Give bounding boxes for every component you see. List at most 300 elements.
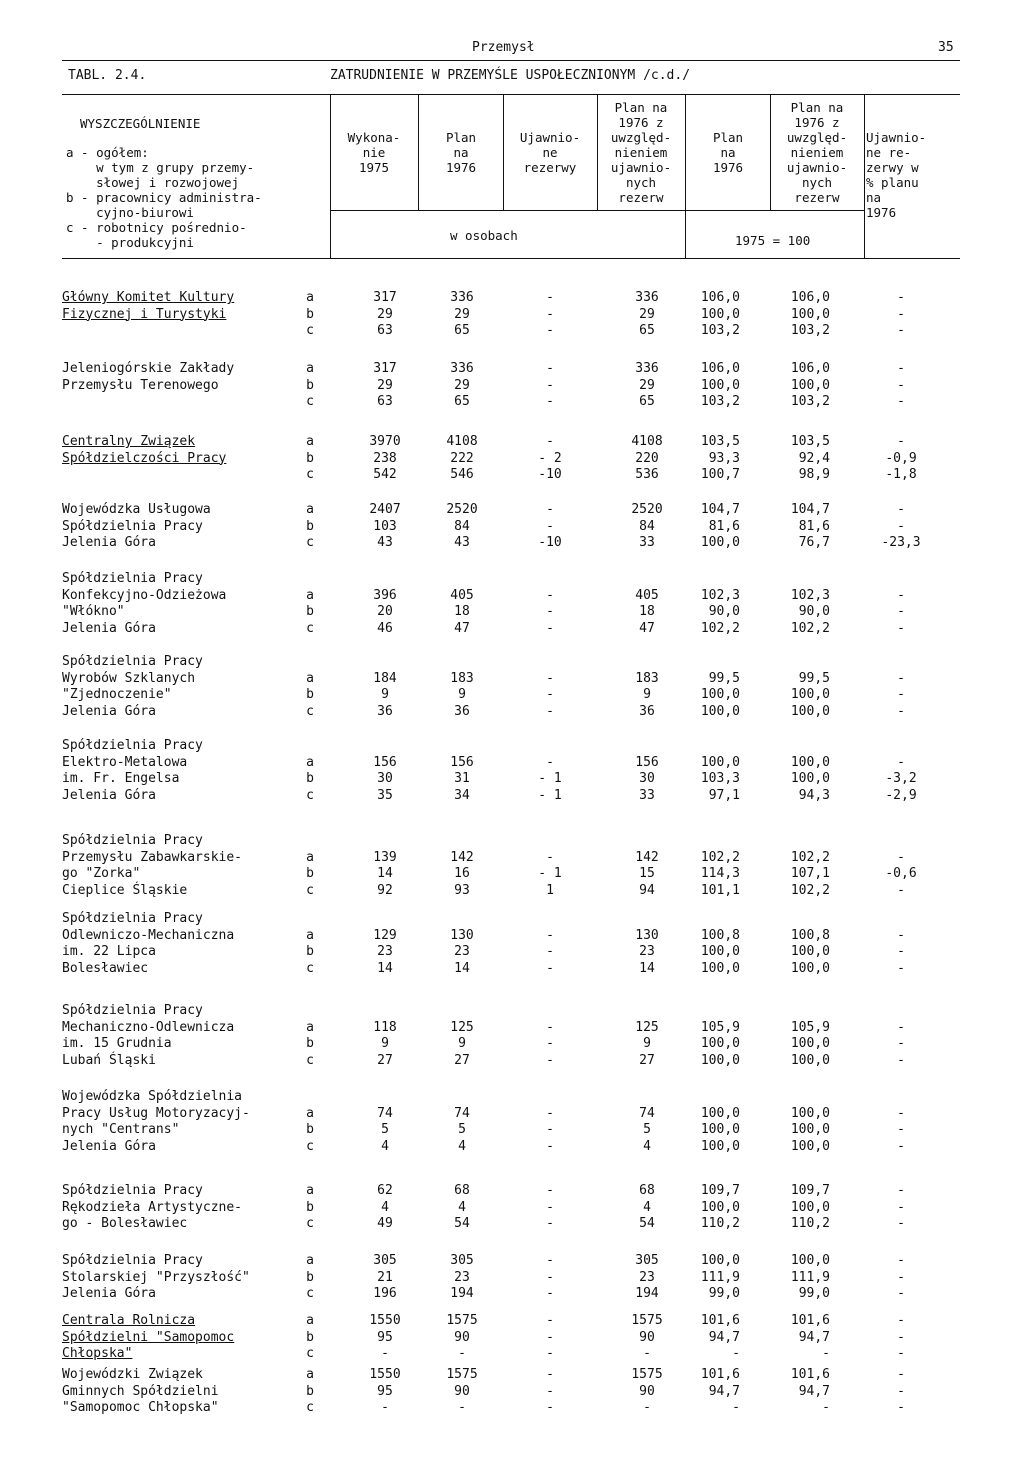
value-revealed-reserves: -	[546, 502, 554, 517]
value-index-plan-with-reserves: 105,9	[790, 1019, 830, 1035]
record-name-line: Cieplice Śląskie	[62, 882, 188, 898]
row-symbol: c	[306, 323, 314, 338]
row-symbol: c	[306, 1138, 314, 1154]
value-reserves-percent: -	[897, 434, 905, 449]
record-name-line: Jelenia Góra	[62, 535, 156, 550]
row-symbol: b	[306, 377, 314, 393]
table-row	[0, 1330, 1024, 1347]
value-index-plan: 100,0	[700, 1052, 740, 1068]
value-plan-1976: 65	[454, 394, 470, 409]
value-plan-with-reserves: 130	[635, 927, 659, 943]
value-index-plan-with-reserves: 100,0	[790, 703, 830, 719]
record-name-line: Jelenia Góra	[62, 703, 156, 719]
value-plan-with-reserves: 23	[639, 1269, 655, 1285]
row-symbol: a	[306, 1183, 314, 1198]
value-revealed-reserves: -	[546, 927, 554, 943]
record-name-line: Spółdzielnia Pracy	[62, 1253, 203, 1268]
value-index-plan: 114,3	[700, 866, 740, 881]
stub-heading	[66, 116, 336, 250]
value-revealed-reserves: -	[546, 361, 554, 376]
table-row	[0, 588, 1024, 605]
record-name-line: Odlewniczo-Mechaniczna	[62, 927, 235, 943]
value-index-plan: -	[732, 1346, 740, 1361]
value-index-plan: 100,0	[700, 944, 740, 959]
value-index-plan-with-reserves: 106,0	[790, 290, 830, 305]
table-row	[0, 1122, 1024, 1139]
table-record	[0, 1253, 1024, 1305]
value-index-plan-with-reserves: 100,0	[790, 306, 830, 322]
value-index-plan-with-reserves: 100,0	[790, 960, 830, 976]
value-plan-with-reserves: 4	[643, 1199, 651, 1215]
value-revealed-reserves: -	[546, 849, 554, 865]
value-realization-1975: 74	[377, 1105, 393, 1121]
row-symbol: c	[306, 1400, 314, 1415]
value-revealed-reserves: -	[546, 1105, 554, 1121]
value-index-plan-with-reserves: 100,0	[790, 944, 830, 959]
value-plan-with-reserves: 30	[639, 771, 655, 786]
value-plan-1976: 29	[454, 377, 470, 393]
table-row	[0, 378, 1024, 395]
row-symbol: b	[306, 1383, 314, 1399]
value-plan-with-reserves: 405	[635, 587, 659, 603]
column-header-plan-with-reserves-index: Plan na 1976 z uwzględ- nieniem ujawnio- nych rezerw	[786, 100, 848, 205]
value-revealed-reserves: -	[546, 1019, 554, 1035]
value-plan-with-reserves: -	[643, 1346, 651, 1361]
table-row	[0, 928, 1024, 945]
value-plan-1976: 93	[454, 882, 470, 898]
table-row	[0, 394, 1024, 411]
row-symbol: c	[306, 1052, 314, 1068]
stub-line: c - robotnicy pośrednio-	[66, 220, 247, 235]
table-row	[0, 961, 1024, 978]
value-plan-1976: 84	[454, 518, 470, 534]
value-index-plan-with-reserves: 100,0	[790, 687, 830, 702]
value-plan-with-reserves: 65	[639, 323, 655, 338]
row-symbol: c	[306, 620, 314, 636]
value-plan-1976: 4108	[446, 434, 478, 449]
value-index-plan-with-reserves: 99,0	[798, 1286, 830, 1301]
value-plan-with-reserves: 336	[635, 290, 659, 305]
value-realization-1975: 396	[373, 587, 397, 603]
row-symbol: a	[306, 1313, 314, 1328]
header-divider	[864, 94, 865, 258]
value-plan-with-reserves: 220	[635, 450, 659, 466]
table-record	[0, 833, 1024, 898]
value-realization-1975: 92	[377, 882, 393, 898]
row-symbol: a	[306, 670, 314, 686]
value-revealed-reserves: -	[546, 1052, 554, 1068]
value-index-plan: 103,2	[700, 394, 740, 409]
value-index-plan: 111,9	[700, 1269, 740, 1285]
value-plan-1976: 31	[454, 771, 470, 786]
value-realization-1975: 1550	[369, 1367, 401, 1382]
top-rule	[62, 60, 960, 61]
value-reserves-percent: -	[897, 502, 905, 517]
value-index-plan-with-reserves: 100,0	[790, 1036, 830, 1051]
record-name-line: Spółdzielnia Pracy	[62, 571, 203, 586]
value-reserves-percent: -	[897, 1346, 905, 1361]
value-plan-with-reserves: 536	[635, 467, 659, 482]
row-symbol: a	[306, 754, 314, 770]
value-index-plan-with-reserves: 100,0	[790, 1253, 830, 1268]
value-revealed-reserves: -	[546, 670, 554, 686]
value-plan-1976: 125	[450, 1019, 474, 1035]
value-revealed-reserves: 1	[546, 882, 554, 898]
running-header: Przemysł	[472, 40, 535, 55]
value-revealed-reserves: -	[546, 1383, 554, 1399]
value-plan-with-reserves: 29	[639, 377, 655, 393]
table-title: ZATRUDNIENIE W PRZEMYŚLE USPOŁECZNIONYM /c.d./	[330, 68, 691, 83]
value-revealed-reserves: - 2	[538, 450, 562, 466]
value-reserves-percent: -	[897, 927, 905, 943]
row-symbol: b	[306, 1199, 314, 1215]
value-plan-1976: 23	[454, 944, 470, 959]
value-reserves-percent: -	[897, 670, 905, 686]
table-row	[0, 434, 1024, 451]
value-index-plan: 90,0	[708, 604, 740, 619]
value-plan-1976: 43	[454, 535, 470, 550]
value-plan-1976: 36	[454, 703, 470, 719]
record-name-line: Centrala Rolnicza	[62, 1313, 196, 1328]
value-plan-1976: 68	[454, 1183, 470, 1198]
table-row	[0, 771, 1024, 788]
value-index-plan-with-reserves: 102,2	[790, 849, 830, 865]
value-index-plan: 100,8	[700, 927, 740, 943]
value-reserves-percent: -	[897, 1122, 905, 1137]
value-plan-with-reserves: 36	[639, 703, 655, 719]
value-plan-1976: 34	[454, 787, 470, 803]
value-plan-with-reserves: 9	[643, 1036, 651, 1051]
value-plan-1976: 336	[450, 290, 474, 305]
unit-persons: w osobach	[450, 228, 518, 243]
record-name-line: Stolarskiej "Przyszłość"	[62, 1269, 250, 1285]
value-revealed-reserves: -	[546, 1036, 554, 1051]
value-plan-with-reserves: 125	[635, 1019, 659, 1035]
value-plan-with-reserves: 1575	[631, 1313, 663, 1328]
table-row	[0, 1020, 1024, 1037]
value-revealed-reserves: -	[546, 1346, 554, 1361]
value-index-plan: 101,1	[700, 882, 740, 898]
value-index-plan: 99,5	[708, 670, 740, 686]
value-index-plan: 94,7	[708, 1383, 740, 1399]
value-index-plan: 100,0	[700, 1138, 740, 1154]
row-symbol: c	[306, 1216, 314, 1231]
table-record	[0, 434, 1024, 486]
value-index-plan-with-reserves: 100,0	[790, 377, 830, 393]
value-plan-1976: 130	[450, 927, 474, 943]
record-name-line: Jeleniogórskie Zakłady	[62, 361, 235, 376]
value-index-plan: 100,0	[700, 687, 740, 702]
value-realization-1975: 3970	[369, 434, 401, 449]
value-revealed-reserves: -	[546, 394, 554, 409]
value-index-plan: 103,5	[700, 434, 740, 449]
value-plan-with-reserves: 2520	[631, 502, 663, 517]
row-symbol: a	[306, 927, 314, 943]
table-row	[0, 1053, 1024, 1070]
value-index-plan: 100,0	[700, 1253, 740, 1268]
value-reserves-percent: -0,6	[885, 866, 917, 881]
value-realization-1975: 2407	[369, 502, 401, 517]
column-header-realization-1975: Wykona- nie 1975	[347, 130, 401, 175]
row-symbol: a	[306, 587, 314, 603]
value-realization-1975: 118	[373, 1019, 397, 1035]
record-name-line: Spółdzielnia Pracy	[62, 1003, 203, 1018]
value-plan-with-reserves: 4108	[631, 434, 663, 449]
record-name-line: Gminnych Spółdzielni	[62, 1383, 219, 1399]
record-name-line: Spółdzielnia Pracy	[62, 738, 203, 753]
value-plan-with-reserves: 84	[639, 518, 655, 534]
table-row	[0, 944, 1024, 961]
record-name-line: Pracy Usług Motoryzacyj-	[62, 1105, 250, 1121]
value-realization-1975: 23	[377, 944, 393, 959]
value-realization-1975: 238	[373, 450, 397, 466]
value-plan-with-reserves: 18	[639, 604, 655, 619]
value-index-plan-with-reserves: 102,2	[790, 882, 830, 898]
value-realization-1975: 27	[377, 1052, 393, 1068]
value-index-plan-with-reserves: 90,0	[798, 604, 830, 619]
value-index-plan-with-reserves: 100,0	[790, 1199, 830, 1215]
record-name-line: Spółdzielczości Pracy	[62, 450, 227, 466]
value-index-plan-with-reserves: 100,0	[790, 771, 830, 786]
value-reserves-percent: -	[897, 849, 905, 865]
table-record	[0, 1003, 1024, 1068]
value-plan-1976: 29	[454, 306, 470, 322]
value-index-plan: 101,6	[700, 1313, 740, 1328]
value-revealed-reserves: -	[546, 377, 554, 393]
row-symbol: c	[306, 1346, 314, 1361]
table-record	[0, 1313, 1024, 1365]
table-row	[0, 1200, 1024, 1217]
value-index-plan-with-reserves: 103,2	[790, 394, 830, 409]
value-reserves-percent: -	[897, 361, 905, 376]
value-reserves-percent: -	[897, 1199, 905, 1215]
value-revealed-reserves: -	[546, 1199, 554, 1215]
value-plan-1976: 194	[450, 1286, 474, 1301]
row-symbol: c	[306, 882, 314, 898]
header-top-rule	[62, 94, 960, 95]
value-realization-1975: 49	[377, 1216, 393, 1231]
value-revealed-reserves: - 1	[538, 866, 562, 881]
table-row	[0, 755, 1024, 772]
value-plan-1976: 47	[454, 620, 470, 636]
stub-line: b - pracownicy administra-	[66, 190, 262, 205]
value-reserves-percent: -	[897, 1036, 905, 1051]
record-name-line: Mechaniczno-Odlewnicza	[62, 1019, 235, 1035]
value-revealed-reserves: -	[546, 944, 554, 959]
value-plan-with-reserves: 5	[643, 1122, 651, 1137]
record-name-line: "Zjednoczenie"	[62, 687, 172, 702]
value-revealed-reserves: - 1	[538, 787, 562, 803]
value-revealed-reserves: -	[546, 306, 554, 322]
value-revealed-reserves: -	[546, 1122, 554, 1137]
value-realization-1975: 156	[373, 754, 397, 770]
table-row	[0, 1286, 1024, 1303]
value-index-plan: 100,0	[700, 1199, 740, 1215]
table-row	[0, 307, 1024, 324]
value-index-plan-with-reserves: 103,2	[790, 323, 830, 338]
value-reserves-percent: -	[897, 1216, 905, 1231]
value-realization-1975: -	[381, 1400, 389, 1415]
value-plan-1976: 4	[458, 1199, 466, 1215]
value-plan-1976: 546	[450, 467, 474, 482]
value-realization-1975: 20	[377, 604, 393, 619]
value-plan-with-reserves: 156	[635, 754, 659, 770]
value-reserves-percent: -	[897, 944, 905, 959]
record-name-line: Spółdzielnia Pracy	[62, 833, 203, 848]
value-realization-1975: 30	[377, 771, 393, 786]
value-realization-1975: 63	[377, 394, 393, 409]
value-index-plan-with-reserves: -	[822, 1346, 830, 1361]
table-row	[0, 1139, 1024, 1156]
value-revealed-reserves: -	[546, 1183, 554, 1198]
value-reserves-percent: -	[897, 1105, 905, 1121]
row-symbol: c	[306, 960, 314, 976]
value-index-plan: 104,7	[700, 502, 740, 517]
record-name-line: Jelenia Góra	[62, 1286, 156, 1301]
value-revealed-reserves: -	[546, 1367, 554, 1382]
value-index-plan-with-reserves: 100,0	[790, 754, 830, 770]
value-index-plan: 105,9	[700, 1019, 740, 1035]
row-symbol: c	[306, 467, 314, 482]
value-realization-1975: 36	[377, 703, 393, 719]
value-plan-1976: 156	[450, 754, 474, 770]
value-plan-with-reserves: 74	[639, 1105, 655, 1121]
value-index-plan-with-reserves: 109,7	[790, 1183, 830, 1198]
table-row	[0, 361, 1024, 378]
value-revealed-reserves: -	[546, 703, 554, 719]
value-index-plan: 100,0	[700, 377, 740, 393]
column-header-reserves-percent: Ujawnio- ne re- zerwy w % planu na 1976	[866, 130, 927, 220]
value-plan-1976: -	[458, 1400, 466, 1415]
value-realization-1975: -	[381, 1346, 389, 1361]
value-realization-1975: 129	[373, 927, 397, 943]
value-plan-with-reserves: 33	[639, 535, 655, 550]
value-revealed-reserves: -	[546, 323, 554, 338]
row-symbol: a	[306, 1019, 314, 1035]
table-row	[0, 535, 1024, 552]
record-name-line: Wojewódzka Usługowa	[62, 502, 211, 517]
value-plan-1976: 27	[454, 1052, 470, 1068]
value-reserves-percent: -	[897, 604, 905, 619]
table-row	[0, 883, 1024, 900]
row-symbol: b	[306, 1329, 314, 1345]
value-plan-with-reserves: 183	[635, 670, 659, 686]
value-realization-1975: 35	[377, 787, 393, 803]
value-reserves-percent: -	[897, 587, 905, 603]
record-name-line: Przemysłu Terenowego	[62, 377, 219, 393]
record-name-line: Elektro-Metalowa	[62, 754, 188, 770]
record-name-line: im. 15 Grudnia	[62, 1036, 172, 1051]
value-plan-with-reserves: 29	[639, 306, 655, 322]
record-name-line: Centralny Związek	[62, 434, 196, 449]
value-reserves-percent: -0,9	[885, 450, 917, 466]
table-row	[0, 604, 1024, 621]
value-realization-1975: 139	[373, 849, 397, 865]
value-index-plan: 100,0	[700, 754, 740, 770]
value-plan-1976: 74	[454, 1105, 470, 1121]
value-realization-1975: 1550	[369, 1313, 401, 1328]
row-symbol: a	[306, 434, 314, 449]
value-revealed-reserves: -	[546, 620, 554, 636]
table-row	[0, 451, 1024, 468]
record-name-line: Konfekcyjno-Odzieżowa	[62, 587, 227, 603]
table-row	[0, 290, 1024, 307]
value-index-plan-with-reserves: 106,0	[790, 361, 830, 376]
value-reserves-percent: -	[897, 1253, 905, 1268]
value-realization-1975: 21	[377, 1269, 393, 1285]
row-symbol: b	[306, 687, 314, 702]
value-reserves-percent: -	[897, 687, 905, 702]
value-index-plan-with-reserves: -	[822, 1400, 830, 1415]
column-header-plan-1976-index: Plan na 1976	[712, 130, 744, 175]
record-name-line: go "Zorka"	[62, 866, 141, 881]
table-record	[0, 502, 1024, 554]
value-realization-1975: 4	[381, 1199, 389, 1215]
value-index-plan-with-reserves: 100,0	[790, 1105, 830, 1121]
value-plan-1976: 142	[450, 849, 474, 865]
value-plan-1976: 1575	[446, 1313, 478, 1328]
table-row	[0, 866, 1024, 883]
value-index-plan-with-reserves: 111,9	[790, 1269, 830, 1285]
value-reserves-percent: -	[897, 703, 905, 719]
value-realization-1975: 46	[377, 620, 393, 636]
value-realization-1975: 29	[377, 306, 393, 322]
record-name-line: Przemysłu Zabawkarskie-	[62, 849, 243, 865]
value-index-plan-with-reserves: 100,0	[790, 1138, 830, 1154]
value-realization-1975: 29	[377, 377, 393, 393]
value-reserves-percent: -	[897, 1183, 905, 1198]
value-plan-with-reserves: 65	[639, 394, 655, 409]
value-plan-1976: 16	[454, 866, 470, 881]
row-symbol: a	[306, 290, 314, 305]
row-symbol: a	[306, 1253, 314, 1268]
value-index-plan-with-reserves: 98,9	[798, 467, 830, 482]
value-reserves-percent: -	[897, 1286, 905, 1301]
table-record	[0, 1089, 1024, 1154]
row-symbol: a	[306, 361, 314, 376]
value-revealed-reserves: -	[546, 1138, 554, 1154]
value-plan-with-reserves: 47	[639, 620, 655, 636]
value-index-plan-with-reserves: 100,0	[790, 1052, 830, 1068]
value-realization-1975: 305	[373, 1253, 397, 1268]
value-index-plan-with-reserves: 107,1	[790, 866, 830, 881]
value-realization-1975: 317	[373, 290, 397, 305]
record-name-line: Spółdzielnia Pracy	[62, 1183, 203, 1198]
table-row	[0, 1346, 1024, 1363]
row-symbol: c	[306, 1286, 314, 1301]
value-index-plan: 99,0	[708, 1286, 740, 1301]
record-name-line: "Włókno"	[62, 604, 125, 619]
table-row	[0, 788, 1024, 805]
header-bottom-rule	[62, 258, 960, 259]
value-index-plan: 100,7	[700, 467, 740, 482]
value-plan-1976: 9	[458, 1036, 466, 1051]
value-plan-1976: 90	[454, 1329, 470, 1345]
value-index-plan-with-reserves: 104,7	[790, 502, 830, 517]
value-plan-with-reserves: 90	[639, 1329, 655, 1345]
record-name-line: Jelenia Góra	[62, 620, 156, 636]
row-symbol: b	[306, 866, 314, 881]
table-record	[0, 738, 1024, 803]
value-reserves-percent: -	[897, 1052, 905, 1068]
value-revealed-reserves: -10	[538, 467, 562, 482]
record-name-line: Spółdzielnia Pracy	[62, 654, 203, 669]
record-name-line: im. Fr. Engelsa	[62, 771, 180, 786]
table-row	[0, 621, 1024, 638]
record-name-line: Jelenia Góra	[62, 1138, 156, 1154]
table-row	[0, 1367, 1024, 1384]
value-index-plan: 103,3	[700, 771, 740, 786]
